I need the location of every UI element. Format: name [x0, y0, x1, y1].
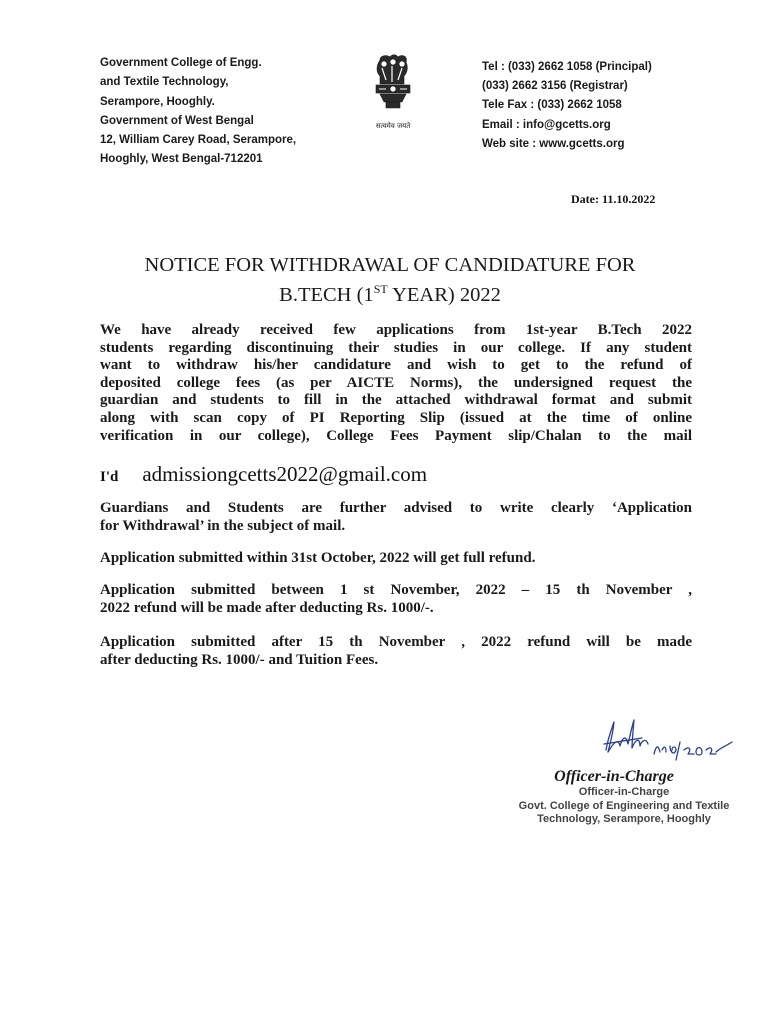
full-refund-paragraph — [100, 550, 692, 568]
subtitle-superscript: ST — [373, 282, 388, 297]
paragraph-line: deposited college fees (as per AICTE Norms), the undersigned request the — [100, 374, 692, 391]
contact-line: (033) 2662 3156 (Registrar) — [482, 80, 628, 93]
paragraph-line: Application submitted after 15 th November , 2022 refund will be made — [100, 634, 692, 650]
paragraph-line: Guardians and Students are further advised to write clearly ‘Application — [100, 500, 692, 516]
partial-refund-paragraph — [100, 582, 692, 617]
address-line: Hooghly, West Bengal-712201 — [100, 153, 263, 166]
paragraph-line: Application submitted within 31st October, 2022 will get full refund. — [100, 550, 536, 566]
paragraph-line: after deducting Rs. 1000/- and Tuition Fees. — [100, 651, 379, 668]
address-line: Government College of Engg. — [100, 57, 262, 69]
paragraph-line: students regarding discontinuing their studies in our college. If any student — [100, 339, 692, 356]
notice-date: Date: 11.10.2022 — [571, 192, 656, 206]
admission-email-address: admissiongcetts2022@gmail.com — [142, 462, 428, 486]
address-line: and Textile Technology, — [100, 76, 229, 89]
subtitle-part: B.TECH (1 — [279, 284, 374, 306]
address-line: Government of West Bengal — [100, 114, 254, 127]
paragraph-line: want to withdraw his/her candidature and wish to get to the refund of — [100, 357, 692, 374]
official-stamp-line: Technology, Serampore, Hooghly — [537, 813, 711, 825]
notice-title: NOTICE FOR WITHDRAWAL OF CANDIDATURE FOR — [144, 254, 636, 276]
notice-subtitle — [80, 283, 700, 308]
contact-line: Tele Fax : (033) 2662 1058 — [482, 99, 622, 112]
official-stamp-line: Govt. College of Engineering and Textile — [518, 799, 730, 812]
mail-id-line — [100, 462, 427, 487]
paragraph-line: guardian and students to fill in the attached withdrawal format and submit — [100, 392, 692, 409]
signatory-designation: Officer-in-Charge — [554, 768, 674, 785]
mail-id-label: I'd — [100, 469, 119, 485]
late-refund-paragraph — [100, 634, 692, 669]
contact-line: Email : info@gcetts.org — [482, 118, 611, 131]
signatory-block — [510, 768, 738, 827]
paragraph-line: verification in our college), College Fees Payment slip/Chalan to the mail — [100, 427, 692, 444]
subject-instruction-paragraph — [100, 500, 692, 535]
institution-address — [100, 54, 296, 170]
contact-line: Web site : www.gcetts.org — [482, 137, 625, 150]
intro-paragraph — [100, 322, 692, 445]
contact-info — [482, 58, 652, 154]
official-stamp-line: Officer-in-Charge — [578, 786, 670, 798]
handwritten-signature — [596, 716, 736, 776]
contact-line: Tel : (033) 2662 1058 (Principal) — [482, 61, 652, 73]
paragraph-line: along with scan copy of PI Reporting Slip (issued at the time of online — [100, 409, 692, 426]
paragraph-line: Application submitted between 1 st November, 2022 – 15 th November , — [100, 582, 692, 598]
paragraph-line: We have already received few applications from 1st-year B.Tech 2022 — [100, 322, 692, 338]
address-line: 12, William Carey Road, Serampore, — [100, 134, 297, 147]
address-line: Serampore, Hooghly. — [100, 95, 215, 108]
emblem-motto: सत्यमेव जयते — [375, 122, 411, 130]
paragraph-line: for Withdrawal’ in the subject of mail. — [100, 517, 346, 534]
paragraph-line: 2022 refund will be made after deducting Rs. 1000/-. — [100, 599, 434, 616]
subtitle-part: YEAR) 2022 — [387, 284, 501, 306]
